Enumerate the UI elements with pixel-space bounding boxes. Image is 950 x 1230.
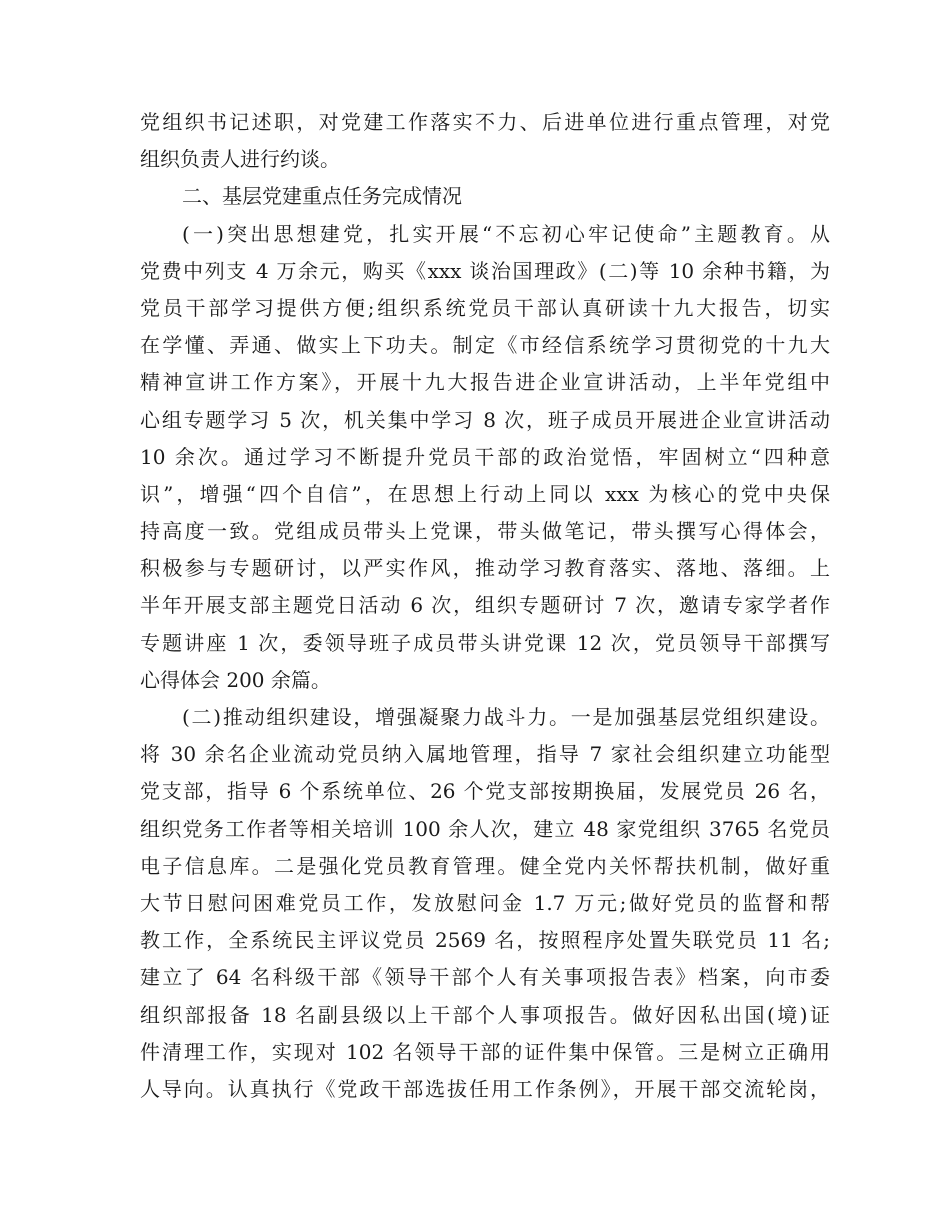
section-heading: 二、基层党建重点任务完成情况 [182,184,462,209]
text-line: 组织负责人进行约谈。 [140,147,340,172]
text-line: 持高度一致。党组成员带头上党课，带头做笔记，带头撰写心得体会， [140,519,830,544]
text-line: 建立了 64 名科级干部《领导干部个人有关事项报告表》档案，向市委 [140,965,830,990]
text-line: 积极参与专题研讨，以严实作风，推动学习教育落实、落地、落细。上 [140,556,830,581]
text-line: 心组专题学习 5 次，机关集中学习 8 次，班子成员开展进企业宣讲活动 [140,407,830,432]
text-line: 党费中列支 4 万余元，购买《xxx 谈治国理政》(二)等 10 余种书籍，为 [140,258,830,283]
text-line: 专题讲座 1 次，委领导班子成员带头讲党课 12 次，党员领导干部撰写 [140,630,830,655]
text-line: 教工作，全系统民主评议党员 2569 名，按照程序处置失联党员 11 名; [140,928,830,953]
paragraph-first-line: (一)突出思想建党，扎实开展“不忘初心牢记使命”主题教育。从 [182,221,830,246]
text-line: 心得体会 200 余篇。 [140,667,331,692]
text-line: 大节日慰问困难党员工作，发放慰问金 1.7 万元;做好党员的监督和帮 [140,890,830,915]
text-line: 将 30 余名企业流动党员纳入属地管理，指导 7 家社会组织建立功能型 [140,742,830,767]
text-line: 电子信息库。二是强化党员教育管理。健全党内关怀帮扶机制，做好重 [140,853,830,878]
text-line: 党支部，指导 6 个系统单位、26 个党支部按期换届，发展党员 26 名， [140,779,830,804]
text-line: 件清理工作，实现对 102 名领导干部的证件集中保管。三是树立正确用 [140,1039,830,1064]
text-line: 党组织书记述职，对党建工作落实不力、后进单位进行重点管理，对党 [140,110,830,134]
text-line: 组织部报备 18 名副县级以上干部个人事项报告。做好因私出国(境)证 [140,1002,830,1027]
text-line: 10 余次。通过学习不断提升党员干部的政治觉悟，牢固树立“四种意 [140,444,830,469]
text-line: 半年开展支部主题党日活动 6 次，组织专题研讨 7 次，邀请专家学者作 [140,593,830,618]
text-line: 精神宣讲工作方案》，开展十九大报告进企业宣讲活动，上半年党组中 [140,370,830,395]
text-line: 识”，增强“四个自信”，在思想上行动上同以 xxx 为核心的党中央保 [140,481,830,506]
text-line: 人导向。认真执行《党政干部选拔任用工作条例》，开展干部交流轮岗， [140,1076,830,1101]
text-line: 在学懂、弄通、做实上下功夫。制定《市经信系统学习贯彻党的十九大 [140,333,830,358]
paragraph-first-line: (二)推动组织建设，增强凝聚力战斗力。一是加强基层党组织建设。 [182,705,830,729]
text-line: 组织党务工作者等相关培训 100 余人次，建立 48 家党组织 3765 名党员 [140,816,830,841]
document-body [140,104,830,1108]
text-line: 党员干部学习提供方便;组织系统党员干部认真研读十九大报告，切实 [140,295,830,320]
